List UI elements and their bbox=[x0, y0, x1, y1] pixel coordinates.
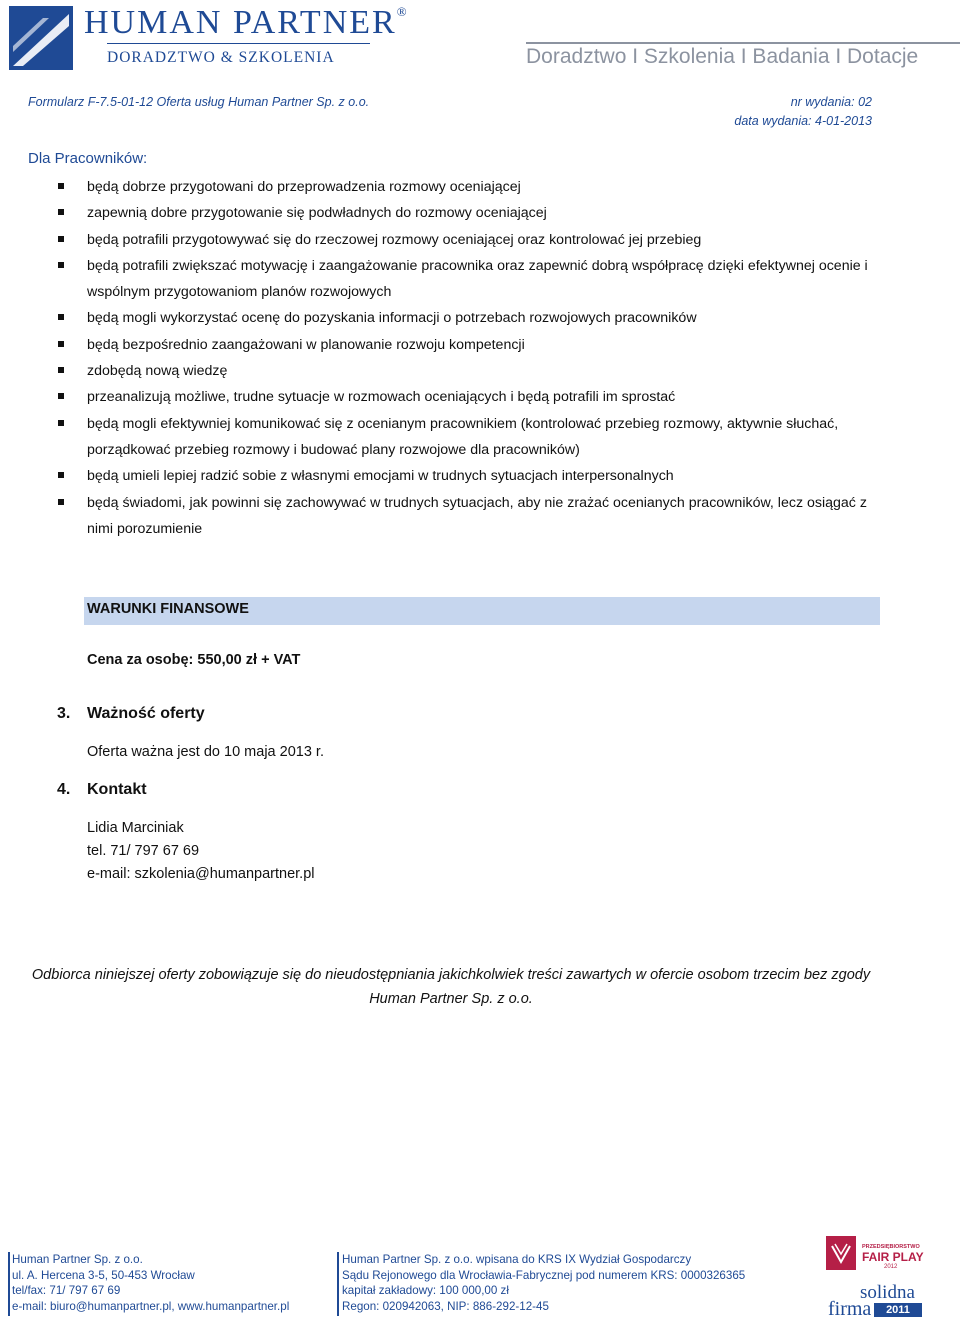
registered-mark: ® bbox=[396, 4, 407, 19]
price-per-person: Cena za osobę: 550,00 zł + VAT bbox=[87, 652, 301, 668]
form-identifier: Formularz F-7.5-01-12 Oferta usług Human Partner Sp. z o.o. bbox=[28, 95, 370, 109]
square-bullet-icon bbox=[58, 314, 64, 320]
square-bullet-icon bbox=[58, 499, 64, 505]
list-item: będą potrafili zwiększać motywację i zaangażowanie pracownika oraz zapewnić dobrą współpracę dzięki efektywnej ocenie i wspólnym przygotowaniom planów rozwojowych bbox=[56, 253, 876, 306]
list-item: zdobędą nową wiedzę bbox=[56, 358, 876, 384]
section-title: Dla Pracowników: bbox=[28, 150, 148, 167]
issue-date: data wydania: 4-01-2013 bbox=[734, 114, 872, 128]
footer-krs: Human Partner Sp. z o.o. wpisana do KRS IX Wydział Gospodarczy bbox=[342, 1253, 692, 1266]
footer-regon-nip: Regon: 020942063, NIP: 886-292-12-45 bbox=[342, 1299, 549, 1313]
list-item: przeanalizują możliwe, trudne sytuacje w rozmowach oceniających i będą potrafili im sprostać bbox=[56, 384, 876, 410]
footer-capital: kapitał zakładowy: 100 000,00 zł bbox=[342, 1284, 509, 1298]
list-item: będą mogli wykorzystać ocenę do pozyskania informacji o potrzebach rozwojowych pracowników bbox=[56, 305, 876, 331]
issue-number: nr wydania: 02 bbox=[790, 95, 872, 109]
list-item: zapewnią dobre przygotowanie się podwładnych do rozmowy oceniającej bbox=[56, 200, 876, 226]
contact-number: 4. bbox=[57, 781, 71, 798]
validity-number: 3. bbox=[57, 705, 71, 722]
footer-company-info bbox=[12, 1252, 289, 1314]
validity-title: Ważność oferty bbox=[87, 705, 205, 722]
square-bullet-icon bbox=[58, 183, 64, 189]
brand-tagline: DORADZTWO & SZKOLENIA bbox=[107, 49, 335, 66]
fair-play-check-icon bbox=[826, 1236, 856, 1270]
footer-email-web[interactable]: e-mail: biuro@humanpartner.pl, www.humanpartner.pl bbox=[12, 1299, 290, 1313]
footer-address: ul. A. Hercena 3-5, 50-453 Wrocław bbox=[12, 1268, 195, 1282]
brand-divider bbox=[107, 43, 370, 44]
solidna-firma-logo-top: solidna bbox=[860, 1282, 915, 1303]
list-item: będą umieli lepiej radzić sobie z własnymi emocjami w trudnych sytuacjach interpersonalnych bbox=[56, 463, 876, 489]
square-bullet-icon bbox=[58, 262, 64, 268]
benefits-list bbox=[56, 174, 876, 542]
services-tagline: Doradztwo I Szkolenia I Badania I Dotacje bbox=[526, 45, 919, 68]
square-bullet-icon bbox=[58, 393, 64, 399]
logo-swoosh-icon bbox=[9, 6, 73, 70]
fair-play-name: FAIR PLAY bbox=[862, 1250, 924, 1264]
contact-email[interactable]: e-mail: szkolenia@humanpartner.pl bbox=[87, 866, 315, 882]
footer-company-name: Human Partner Sp. z o.o. bbox=[12, 1253, 143, 1266]
list-item: będą bezpośrednio zaangażowani w planowanie rozwoju kompetencji bbox=[56, 332, 876, 358]
solidna-firma-logo-bottom: firma bbox=[828, 1298, 872, 1320]
solidna-firma-year: 2011 bbox=[874, 1303, 922, 1317]
list-item: będą potrafili przygotowywać się do rzeczowej rozmowy oceniającej oraz kontrolować jej przebieg bbox=[56, 227, 876, 253]
brand-name: HUMAN PARTNER® bbox=[84, 4, 407, 41]
square-bullet-icon bbox=[58, 341, 64, 347]
footer-phone: tel/fax: 71/ 797 67 69 bbox=[12, 1284, 121, 1298]
list-item: będą dobrze przygotowani do przeprowadzenia rozmowy oceniającej bbox=[56, 174, 876, 200]
footer-court: Sądu Rejonowego dla Wrocławia-Fabrycznej pod numerem KRS: 0000326365 bbox=[342, 1268, 746, 1282]
square-bullet-icon bbox=[58, 367, 64, 373]
square-bullet-icon bbox=[58, 209, 64, 215]
finance-title: WARUNKI FINANSOWE bbox=[87, 601, 249, 617]
footer-divider bbox=[8, 1252, 10, 1316]
fair-play-year: 2012 bbox=[884, 1264, 898, 1270]
square-bullet-icon bbox=[58, 472, 64, 478]
fair-play-heart-icon bbox=[826, 1236, 856, 1270]
contact-phone[interactable]: tel. 71/ 797 67 69 bbox=[87, 843, 200, 859]
fair-play-label: PRZEDSIĘBIORSTWO bbox=[862, 1244, 920, 1250]
header-rule bbox=[526, 42, 960, 44]
contact-name: Lidia Marciniak bbox=[87, 820, 184, 836]
footer-divider bbox=[337, 1252, 339, 1316]
square-bullet-icon bbox=[58, 420, 64, 426]
confidentiality-disclaimer: Odbiorca niniejszej oferty zobowiązuje się do nieudostępniania jakichkolwiek treści zawartych w ofercie osobom trzecim bez zgody Human Partner Sp. z o.o. bbox=[31, 967, 871, 1007]
validity-text: Oferta ważna jest do 10 maja 2013 r. bbox=[87, 744, 324, 760]
square-bullet-icon bbox=[58, 236, 64, 242]
list-item: będą świadomi, jak powinni się zachowywać w trudnych sytuacjach, aby nie zrażać ocenianych pracowników, lecz osiągać z nimi porozumienie bbox=[56, 490, 876, 543]
footer-registry-info bbox=[342, 1252, 745, 1314]
contact-title: Kontakt bbox=[87, 781, 147, 798]
company-logo-icon bbox=[9, 6, 73, 70]
list-item: będą mogli efektywniej komunikować się z ocenianym pracownikiem (kontrolować przebieg rozmowy, aktywnie słuchać, porządkować przebieg rozmowy i budować plany rozwojowe dla pracowników) bbox=[56, 411, 876, 464]
